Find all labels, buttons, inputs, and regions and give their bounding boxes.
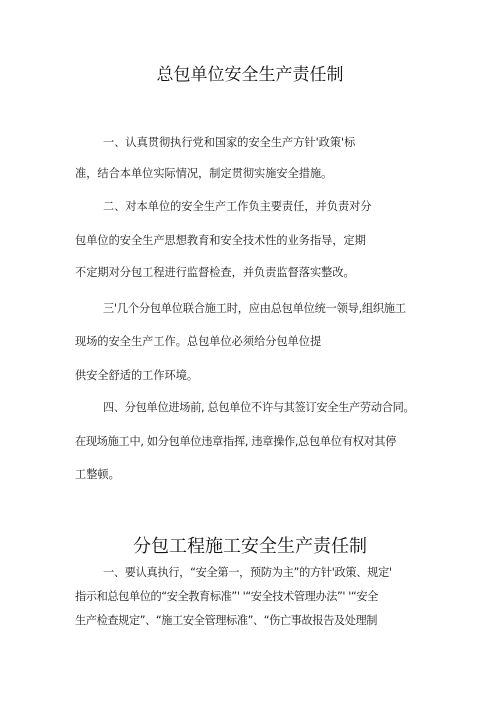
paragraph-line: 指示和总包单位的“安全教育标准”' '“安全技术管理办法”' '“安全 <box>75 590 378 603</box>
paragraph-line: 一、认真贯彻执行党和国家的安全生产方针'政策'标 <box>103 136 356 149</box>
paragraph-line: 二、对本单位的安全生产工作负主要责任，并负责对分 <box>103 200 372 213</box>
paragraph-line: 在现场施工中, 如分包单位违章指挥, 违章操作,总包单位有权对其停 <box>75 435 397 448</box>
paragraph-line: 准，结合本单位实际情况，制定贯彻实施安全措施。 <box>75 167 333 180</box>
paragraph-line: 现场的安全生产工作。总包单位必须给分包单位提 <box>75 335 322 348</box>
paragraph-line: 包单位的安全生产思想教育和安全技术性的业务指导，定期 <box>75 234 366 247</box>
paragraph-line: 不定期对分包工程进行监督检查，并负责监督落实整改。 <box>75 266 355 279</box>
section-title-subcontractor: 分包工程施工安全生产责任制 <box>133 536 367 557</box>
paragraph-line: 生产检查规定”、“施工安全管理标准”、“伤亡事故报告及处理制 <box>75 614 378 627</box>
paragraph-line: 四、分包单位进场前, 总包单位不许与其签订安全生产劳动合同。 <box>103 401 415 414</box>
paragraph-line: 三'几个分包单位联合施工时，应由总包单位统一领导,组织施工 <box>103 302 406 315</box>
paragraph-line: 供安全舒适的工作环境。 <box>75 369 199 382</box>
section-title-general-contractor: 总包单位安全生产责任制 <box>156 65 344 85</box>
paragraph-line: 工整顿。 <box>75 468 120 481</box>
paragraph-line: 一、要认真执行，“安全第一，预防为主”的方针'政策、规定' <box>103 566 392 579</box>
